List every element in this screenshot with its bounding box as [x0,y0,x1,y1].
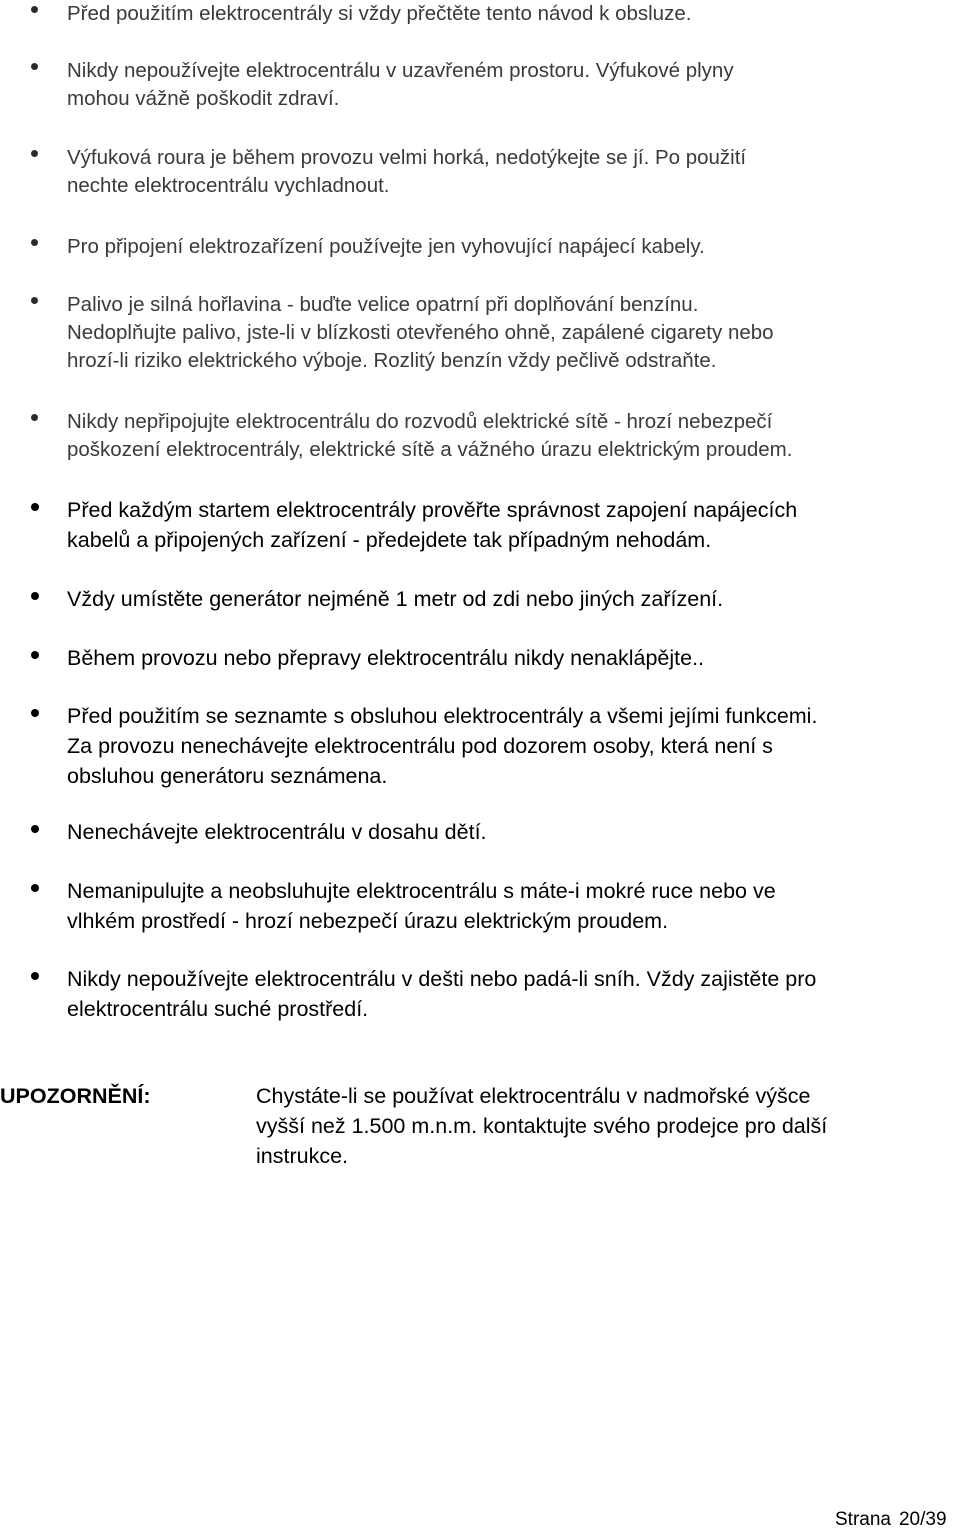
text-line: Vždy umístěte generátor nejméně 1 metr od zdi nebo jiných zařízení. [67,587,724,611]
text-line: instrukce. [256,1144,349,1168]
text-line: Nemanipulujte a neobsluhujte elektrocentrálu s máte-i mokré ruce nebo ve [67,879,776,903]
text-line: Nedoplňujte palivo, jste-li v blízkosti otevřeného ohně, zapálené cigarety nebo [67,321,774,344]
safety-item-text [67,495,960,555]
safety-item-text [67,876,960,936]
safety-item-text [67,0,960,28]
bullet-icon [31,297,38,304]
text-line: Nikdy nepoužívejte elektrocentrálu v uzavřeném prostoru. Výfukové plyny [67,59,734,82]
text-line: Palivo je silná hořlavina - buďte velice opatrní při doplňování benzínu. [67,293,699,316]
text-line: Před použitím se seznamte s obsluhou elektrocentrály a všemi jejími funkcemi. [67,704,818,728]
safety-item-text [67,233,960,261]
warning-label: UPOZORNĚNÍ: [0,1084,151,1108]
bullet-icon [31,414,38,421]
safety-item-text [67,57,960,113]
text-line: Za provozu nenechávejte elektrocentrálu pod dozorem osoby, která není s [67,734,773,758]
bullet-icon [31,6,38,13]
text-line: Během provozu nebo přepravy elektrocentrálu nikdy nenaklápějte.. [67,646,705,670]
text-line: vyšší než 1.500 m.n.m. kontaktujte svého prodejce pro další [256,1114,828,1138]
text-line: kabelů a připojených zařízení - předejdete tak případným nehodám. [67,528,712,552]
text-line: Chystáte-li se používat elektrocentrálu v nadmořské výšce [256,1084,811,1108]
text-line: Pro připojení elektrozařízení používejte jen vyhovující napájecí kabely. [67,235,705,258]
text-line: Nikdy nepřipojujte elektrocentrálu do rozvodů elektrické sítě - hrozí nebezpečí [67,410,773,433]
bullet-icon [31,150,38,157]
page-label: Strana [835,1509,891,1530]
text-line: Výfuková roura je během provozu velmi horká, nedotýkejte se jí. Po použití [67,146,747,169]
safety-item-text [67,964,960,1024]
text-line: Nikdy nepoužívejte elektrocentrálu v dešti nebo padá-li sníh. Vždy zajistěte pro [67,967,817,991]
text-line: elektrocentrálu suché prostředí. [67,997,369,1021]
text-line: vlhkém prostředí - hrozí nebezpečí úrazu elektrickým proudem. [67,909,669,933]
text-line: nechte elektrocentrálu vychladnout. [67,174,390,197]
text-line: Před každým startem elektrocentrály prověřte správnost zapojení napájecích [67,498,798,522]
bullet-icon [31,709,39,717]
bullet-icon [31,884,39,892]
safety-item-text [67,408,960,464]
text-line: Před použitím elektrocentrály si vždy přečtěte tento návod k obsluze. [67,2,692,25]
page-footer [835,1509,947,1531]
bullet-icon [31,239,38,246]
text-line: obsluhou generátoru seznámena. [67,764,388,788]
text-line: poškození elektrocentrály, elektrické sítě a vážného úrazu elektrickým proudem. [67,438,793,461]
safety-item-text [67,817,960,847]
text-line: mohou vážně poškodit zdraví. [67,87,340,110]
page-number: 20/39 [898,1509,947,1530]
bullet-icon [31,503,39,511]
safety-item-text [67,701,960,791]
bullet-icon [31,651,39,659]
safety-item-text [67,144,960,200]
bullet-icon [31,972,39,980]
bullet-icon [31,63,38,70]
safety-item-text [67,291,960,375]
safety-item-text [67,643,960,673]
bullet-icon [31,825,39,833]
text-line: Nenechávejte elektrocentrálu v dosahu dětí. [67,820,487,844]
safety-item-text [67,584,960,614]
warning-text [256,1081,827,1171]
bullet-icon [31,592,39,600]
text-line: hrozí-li riziko elektrického výboje. Rozlitý benzín vždy pečlivě odstraňte. [67,349,717,372]
